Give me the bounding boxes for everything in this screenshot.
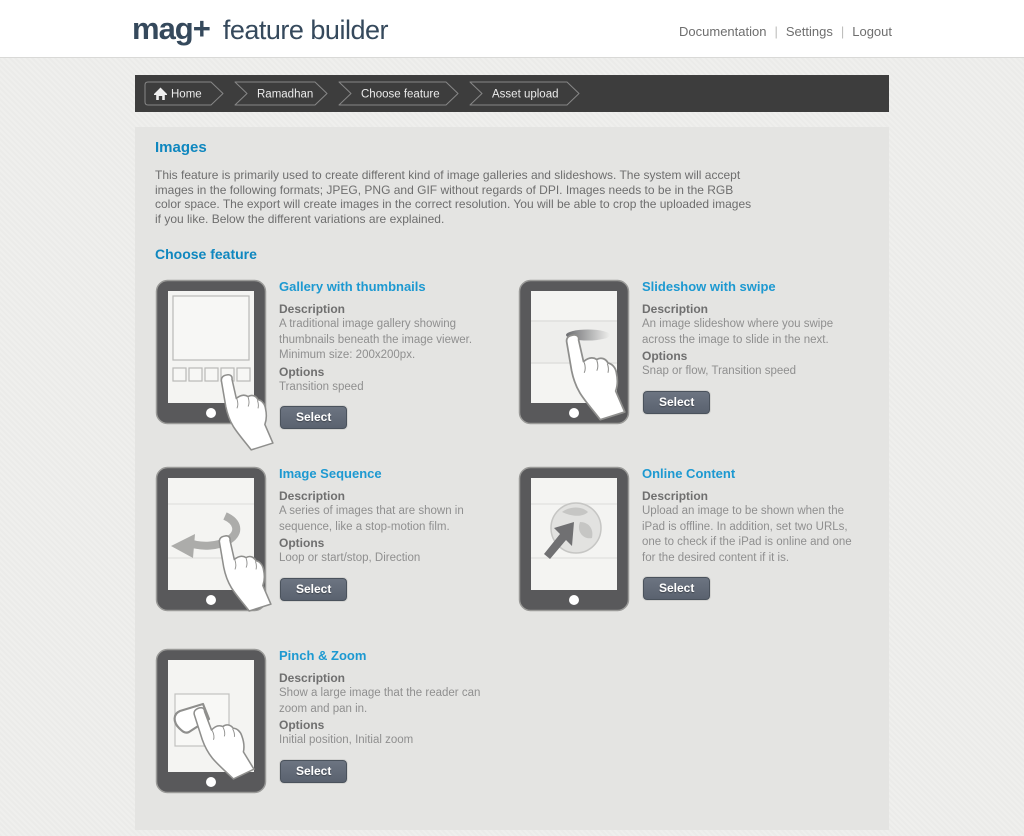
select-button[interactable]: Select xyxy=(279,405,348,430)
feature-title-link[interactable]: Slideshow with swipe xyxy=(642,279,776,294)
feature-title-link[interactable]: Image Sequence xyxy=(279,466,382,481)
nav-documentation-link[interactable]: Documentation xyxy=(679,24,767,39)
feature-title-link[interactable]: Online Content xyxy=(642,466,736,481)
breadcrumb-item-asset-upload[interactable] xyxy=(470,82,579,105)
feature-card-pinch-zoom xyxy=(155,648,518,794)
top-nav xyxy=(679,18,892,39)
breadcrumb-item-ramadhan[interactable] xyxy=(235,82,327,105)
breadcrumb-label: Choose feature xyxy=(361,88,440,101)
top-header xyxy=(0,0,1024,58)
select-button[interactable]: Select xyxy=(642,390,711,415)
nav-settings-link[interactable]: Settings xyxy=(785,24,833,39)
breadcrumb-item-choose-feature[interactable] xyxy=(339,82,458,105)
page-title: Images xyxy=(155,139,207,156)
nav-separator: | xyxy=(840,24,845,39)
description-label: Description xyxy=(642,302,709,316)
tablet-gallery-thumbnails-illustration xyxy=(155,279,267,425)
features-grid xyxy=(155,279,869,830)
tablet-pinch-hand-illustration xyxy=(155,648,267,794)
logo-feature-builder-text: feature builder xyxy=(222,14,388,45)
description-label: Description xyxy=(279,489,346,503)
feature-options: Initial position, Initial zoom xyxy=(279,734,414,746)
feature-title-link[interactable]: Pinch & Zoom xyxy=(279,648,367,663)
feature-description: An image slideshow where you swipe across the image to slide in the next. xyxy=(642,318,834,346)
feature-description: A traditional image gallery showing thumbnails beneath the image viewer. Minimum size: 200x200px. xyxy=(279,318,473,361)
breadcrumb-item-home[interactable] xyxy=(145,82,223,105)
feature-options: Transition speed xyxy=(279,380,364,393)
description-label: Description xyxy=(279,302,346,316)
description-label: Description xyxy=(279,671,346,685)
select-button[interactable]: Select xyxy=(279,577,348,602)
tablet-globe-cursor-illustration xyxy=(518,466,630,612)
feature-card-image-sequence xyxy=(155,466,518,612)
breadcrumb-label: Home xyxy=(171,88,202,101)
main-panel xyxy=(135,127,889,830)
feature-title-link[interactable]: Gallery with thumbnails xyxy=(279,279,426,294)
breadcrumb-label: Asset upload xyxy=(492,88,559,101)
tablet-swipe-hand-illustration xyxy=(518,279,630,425)
magplus-logo[interactable] xyxy=(132,11,388,47)
options-label: Options xyxy=(279,718,325,732)
tablet-rotate-arrow-illustration xyxy=(155,466,267,612)
breadcrumb xyxy=(135,75,889,112)
feature-options: Snap or flow, Transition speed xyxy=(642,365,797,377)
feature-description: A series of images that are shown in sequence, like a stop-motion film. xyxy=(279,505,464,533)
feature-description: Show a large image that the reader can zoom and pan in. xyxy=(279,687,481,715)
nav-logout-link[interactable]: Logout xyxy=(852,24,892,39)
nav-separator: | xyxy=(774,24,778,39)
intro-paragraph: This feature is primarily used to create different kind of image galleries and slideshows. The system will accept images in the following formats; JPEG, PNG and GIF without regards of DPI. Images needs to be in the RGB color space. The export will create images in the correct resolution. You will be able to crop the uploaded images if you like. Below the different variations are explained. xyxy=(155,168,752,226)
options-label: Options xyxy=(279,364,325,379)
feature-description: Upload an image to be shown when the iPad is offline. In addition, set two URLs, one to check if the iPad is online and one for the desired content if it is. xyxy=(642,505,852,564)
options-label: Options xyxy=(279,536,325,550)
select-button[interactable]: Select xyxy=(642,576,711,601)
feature-card-gallery-with-thumbnails xyxy=(155,279,518,430)
description-label: Description xyxy=(642,489,709,503)
home-icon xyxy=(154,88,167,101)
feature-options: Loop or start/stop, Direction xyxy=(279,552,421,564)
feature-card-slideshow-with-swipe xyxy=(518,279,881,430)
select-button[interactable]: Select xyxy=(279,759,348,784)
logo-mag-text: mag+ xyxy=(132,10,210,46)
choose-feature-heading: Choose feature xyxy=(155,246,257,262)
feature-card-online-content xyxy=(518,466,881,612)
options-label: Options xyxy=(642,349,688,363)
breadcrumb-label: Ramadhan xyxy=(257,88,314,101)
